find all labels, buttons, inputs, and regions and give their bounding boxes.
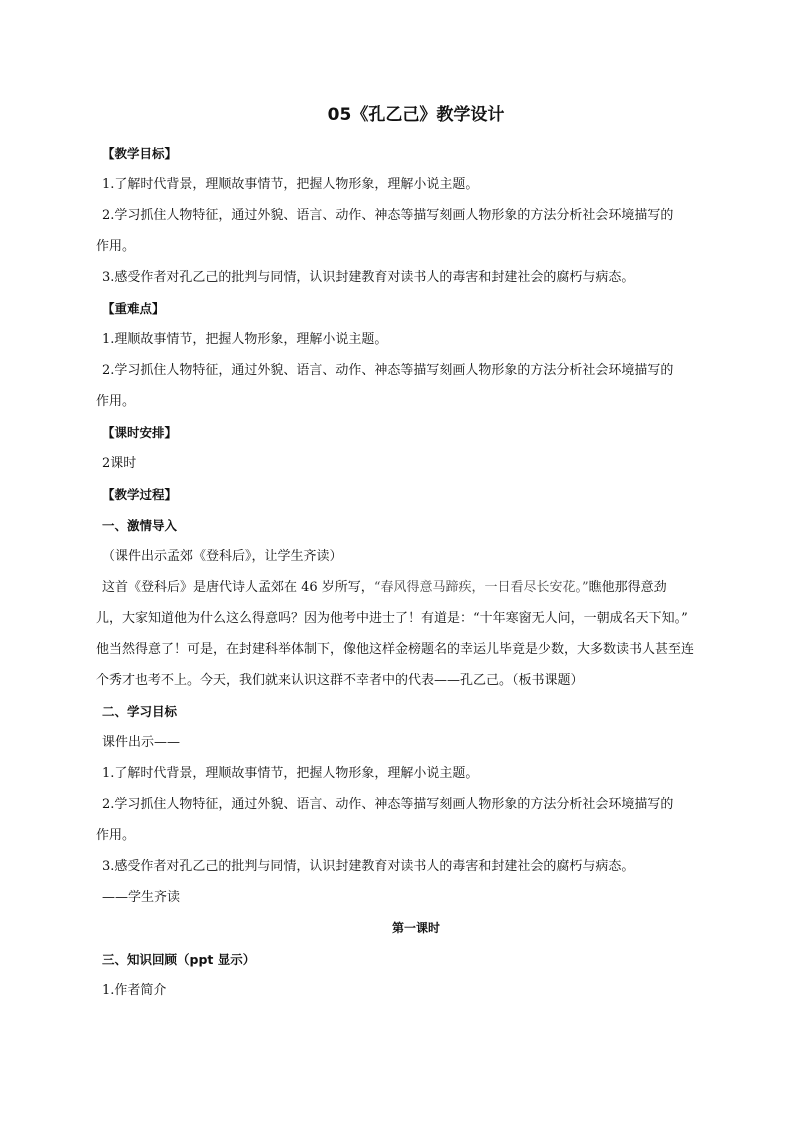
goals-item-2-line-1: 2.学习抓住人物特征，通过外貌、语言、动作、神态等描写刻画人物形象的方法分析社会环境描写的	[102, 208, 674, 223]
lesson-1-heading: 第一课时	[391, 921, 440, 935]
schedule-heading: 【课时安排】	[102, 425, 178, 440]
section-2-item-2-line-2: 作用。	[96, 828, 136, 843]
section-1-paragraph-line-3: 他当然得意了！可是，在封建科举体制下，像他这样金榜题名的幸运儿毕竟是少数，大多数读书人甚至连	[96, 642, 695, 657]
key-points-heading: 【重难点】	[102, 301, 165, 316]
section-1-paragraph-line-4: 个秀才也考不上。今天，我们就来认识这群不幸者中的代表——孔乙己。（板书课题）	[96, 673, 584, 688]
document-body	[96, 100, 736, 1006]
paragraph-text: 瞧他那得意劲	[588, 580, 667, 595]
section-2-heading: 二、学习目标	[102, 704, 178, 719]
key-points-item-2-line-1: 2.学习抓住人物特征，通过外貌、语言、动作、神态等描写刻画人物形象的方法分析社会环境描写的	[102, 363, 674, 378]
goals-item-3: 3.感受作者对孔乙己的批判与同情，认识封建教育对读书人的毒害和封建社会的腐朽与病态。	[102, 270, 635, 285]
document-title: 05《孔乙己》教学设计	[327, 105, 505, 125]
section-2-item-3: 3.感受作者对孔乙己的批判与同情，认识封建教育对读书人的毒害和封建社会的腐朽与病态。	[102, 859, 635, 874]
section-1-paragraph-line-2: 儿，大家知道他为什么这么得意吗？因为他考中进士了！有道是：“十年寒窗无人问，一朝成名天下知。”	[96, 611, 688, 626]
key-points-item-1: 1.理顺故事情节，把握人物形象，理解小说主题。	[102, 332, 388, 347]
section-3-heading: 三、知识回顾（ppt 显示）	[102, 952, 256, 967]
key-points-item-2-line-2: 作用。	[96, 394, 136, 409]
section-2-item-1: 1.了解时代背景，理顺故事情节，把握人物形象，理解小说主题。	[102, 766, 479, 781]
paragraph-text: 这首《登科后》是唐代诗人孟郊在 46 岁所写，	[102, 580, 374, 595]
poem-quote: “春风得意马蹄疾，一日看尽长安花。”	[373, 580, 589, 595]
section-2-item-2-line-1: 2.学习抓住人物特征，通过外貌、语言、动作、神态等描写刻画人物形象的方法分析社会环境描写的	[102, 797, 674, 812]
process-heading: 【教学过程】	[102, 487, 178, 502]
section-3-item-1: 1.作者简介	[102, 983, 167, 998]
goals-heading: 【教学目标】	[102, 146, 178, 161]
schedule-value: 2课时	[102, 456, 137, 471]
goals-item-2-line-2: 作用。	[96, 239, 136, 254]
section-1-heading: 一、激情导入	[102, 518, 178, 533]
section-2-intro: 课件出示——	[102, 735, 181, 750]
section-1-note: （课件出示孟郊《登科后》，让学生齐读）	[102, 549, 343, 564]
section-2-outro: ——学生齐读	[102, 890, 181, 905]
goals-item-1: 1.了解时代背景，理顺故事情节，把握人物形象，理解小说主题。	[102, 177, 479, 192]
section-1-paragraph-line-1	[96, 572, 736, 603]
